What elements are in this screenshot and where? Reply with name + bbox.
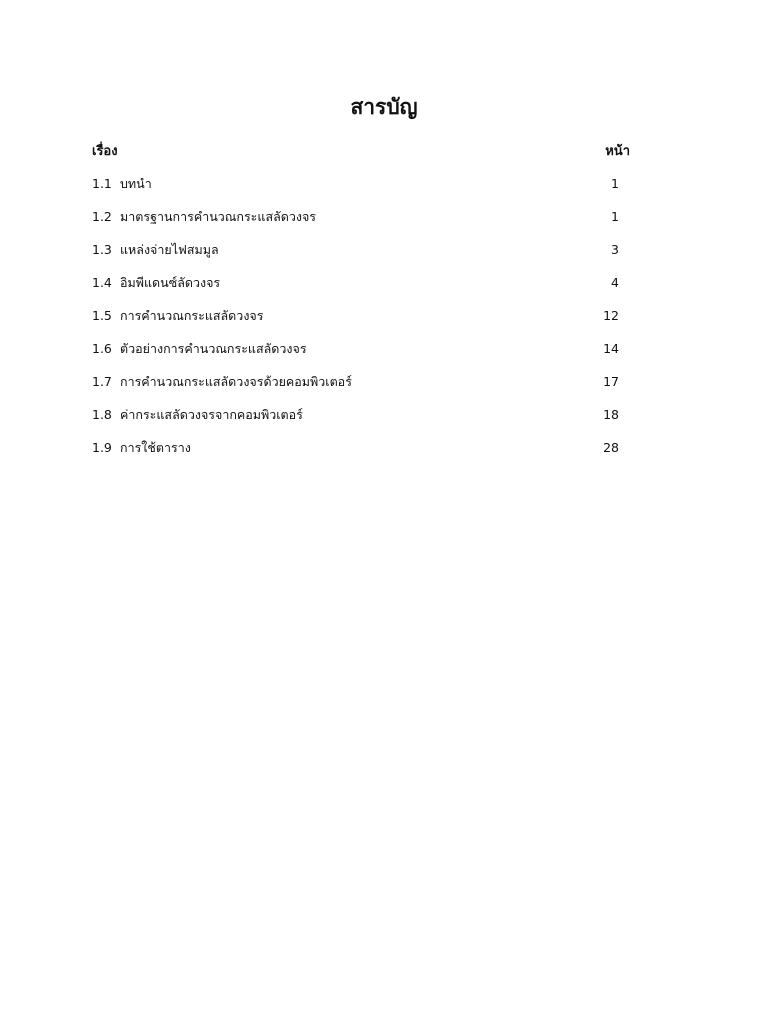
toc-entry-number: 1.3 [92,242,112,257]
toc-entry-number: 1.6 [92,341,112,356]
toc-entry [92,304,619,337]
toc-entry-number: 1.7 [92,374,112,389]
toc-entry [92,337,619,370]
toc-entry-title: แหล่งจ่ายไฟสมมูล [120,242,219,257]
toc-entry [92,436,619,469]
toc-entry-page: 1 [611,176,619,191]
toc-entry [92,403,619,436]
toc-entry-page: 18 [603,407,619,422]
page-column-label: หน้า [605,144,630,159]
page-title: สารบัญ [350,95,418,119]
toc-entry-number: 1.9 [92,440,112,455]
toc-entry-page: 14 [603,341,619,356]
toc-entry-page: 28 [603,440,619,455]
toc-entry-title: การคำนวณกระแสลัดวงจรด้วยคอมพิวเตอร์ [120,374,352,389]
toc-entry-title: การคำนวณกระแสลัดวงจร [120,308,264,323]
toc-entry-page: 4 [611,275,619,290]
toc-entry-page: 3 [611,242,619,257]
toc-entry-page: 12 [603,308,619,323]
toc-entry [92,172,619,205]
toc-entry-title: บทนำ [120,176,152,191]
toc-entry-number: 1.1 [92,176,112,191]
topic-column-label: เรื่อง [92,144,118,159]
toc-entry-title: ตัวอย่างการคำนวณกระแสลัดวงจร [120,341,307,356]
toc-entry-title: ค่ากระแสลัดวงจรจากคอมพิวเตอร์ [120,407,303,422]
toc-list [92,172,619,469]
toc-entry-number: 1.8 [92,407,112,422]
toc-entry [92,238,619,271]
toc-entry-title: อิมพีแดนซ์ลัดวงจร [120,275,221,290]
toc-entry-number: 1.2 [92,209,112,224]
toc-entry-title: การใช้ตาราง [120,440,191,455]
toc-entry [92,370,619,403]
toc-entry-title: มาตรฐานการคำนวณกระแสลัดวงจร [120,209,317,224]
toc-entry [92,205,619,238]
toc-entry-number: 1.5 [92,308,112,323]
toc-entry-page: 17 [603,374,619,389]
toc-entry-number: 1.4 [92,275,112,290]
toc-header [92,140,630,164]
toc-entry-page: 1 [611,209,619,224]
toc-entry [92,271,619,304]
